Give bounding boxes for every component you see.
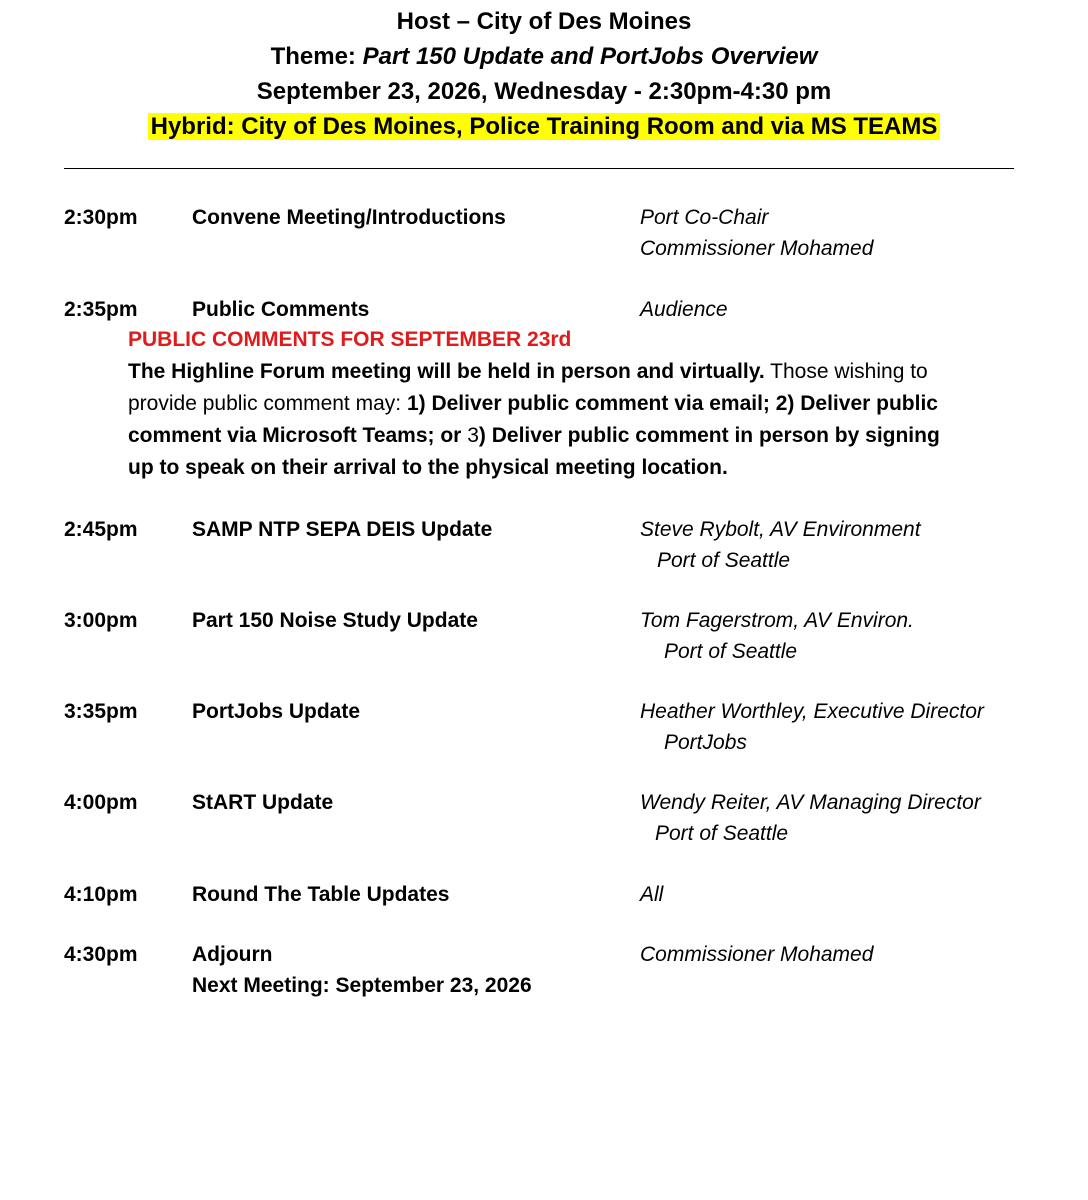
item-time: 2:35pm (64, 298, 138, 321)
item-topic (192, 939, 532, 1001)
header-divider (64, 168, 1014, 169)
item-topic: Part 150 Noise Study Update (192, 609, 478, 632)
location-highlight: Hybrid: City of Des Moines, Police Training Room and via MS TEAMS (148, 113, 941, 140)
public-comments-options-1: 1) Deliver public comment via email; 2) Deliver public comment via Microsoft Teams; or (128, 392, 938, 447)
item-time: 2:45pm (64, 518, 138, 541)
theme-value: Part 150 Update and PortJobs Overview (362, 43, 818, 70)
public-comments-intro: The Highline Forum meeting will be held in person and virtually. (128, 360, 765, 383)
item-presenter (640, 787, 981, 849)
presenter-name: Heather Worthley, Executive Director (640, 700, 984, 723)
item-presenter (640, 202, 873, 264)
item-topic: PortJobs Update (192, 700, 361, 723)
presenter-name: Wendy Reiter, AV Managing Director (640, 791, 981, 814)
theme-label: Theme: (270, 43, 363, 70)
item-presenter: Commissioner Mohamed (640, 943, 874, 966)
item-time: 4:10pm (64, 883, 138, 906)
item-presenter (640, 696, 984, 758)
location-line (0, 109, 1088, 144)
item-presenter (640, 605, 914, 667)
public-comments-text-1: Those wishing to provide public comment may: (128, 360, 928, 415)
presenter-affiliation: Port of Seattle (657, 549, 791, 572)
presenter-name: Tom Fagerstrom, AV Environ. (640, 609, 914, 632)
presenter-affiliation: Port of Seattle (655, 822, 789, 845)
presenter-affiliation: Port of Seattle (664, 640, 798, 663)
item-topic: Round The Table Updates (192, 883, 450, 906)
presenter-name: Port Co-Chair (640, 206, 769, 229)
host-line: Host – City of Des Moines (396, 8, 692, 35)
item-time: 4:30pm (64, 943, 138, 966)
item-presenter: All (640, 883, 664, 906)
meeting-date: September 23, 2026, Wednesday - 2:30pm-4:30 pm (256, 78, 832, 105)
presenter-affiliation: PortJobs (664, 731, 747, 754)
presenter-affiliation: Commissioner Mohamed (640, 237, 874, 260)
presenter-name: Steve Rybolt, AV Environment (640, 518, 921, 541)
next-meeting: Next Meeting: September 23, 2026 (192, 974, 532, 997)
public-comments-text (128, 356, 963, 484)
public-comments-heading: PUBLIC COMMENTS FOR SEPTEMBER 23rd (128, 328, 572, 351)
theme-line (0, 39, 1088, 74)
item-topic: StART Update (192, 791, 334, 814)
item-topic: Convene Meeting/Introductions (192, 206, 506, 229)
item-topic: SAMP NTP SEPA DEIS Update (192, 518, 493, 541)
item-time: 3:35pm (64, 700, 138, 723)
agenda-header (0, 4, 1088, 144)
item-time: 4:00pm (64, 791, 138, 814)
public-comments-text-2: 3 (467, 424, 479, 447)
item-presenter (640, 514, 921, 576)
item-time: 2:30pm (64, 206, 138, 229)
item-topic: Public Comments (192, 298, 370, 321)
topic-title: Adjourn (192, 943, 273, 966)
public-comments-options-2: ) Deliver public comment in person by signing up to speak on their arrival to the physical meeting location. (128, 424, 940, 479)
item-time: 3:00pm (64, 609, 138, 632)
item-presenter: Audience (640, 298, 728, 321)
